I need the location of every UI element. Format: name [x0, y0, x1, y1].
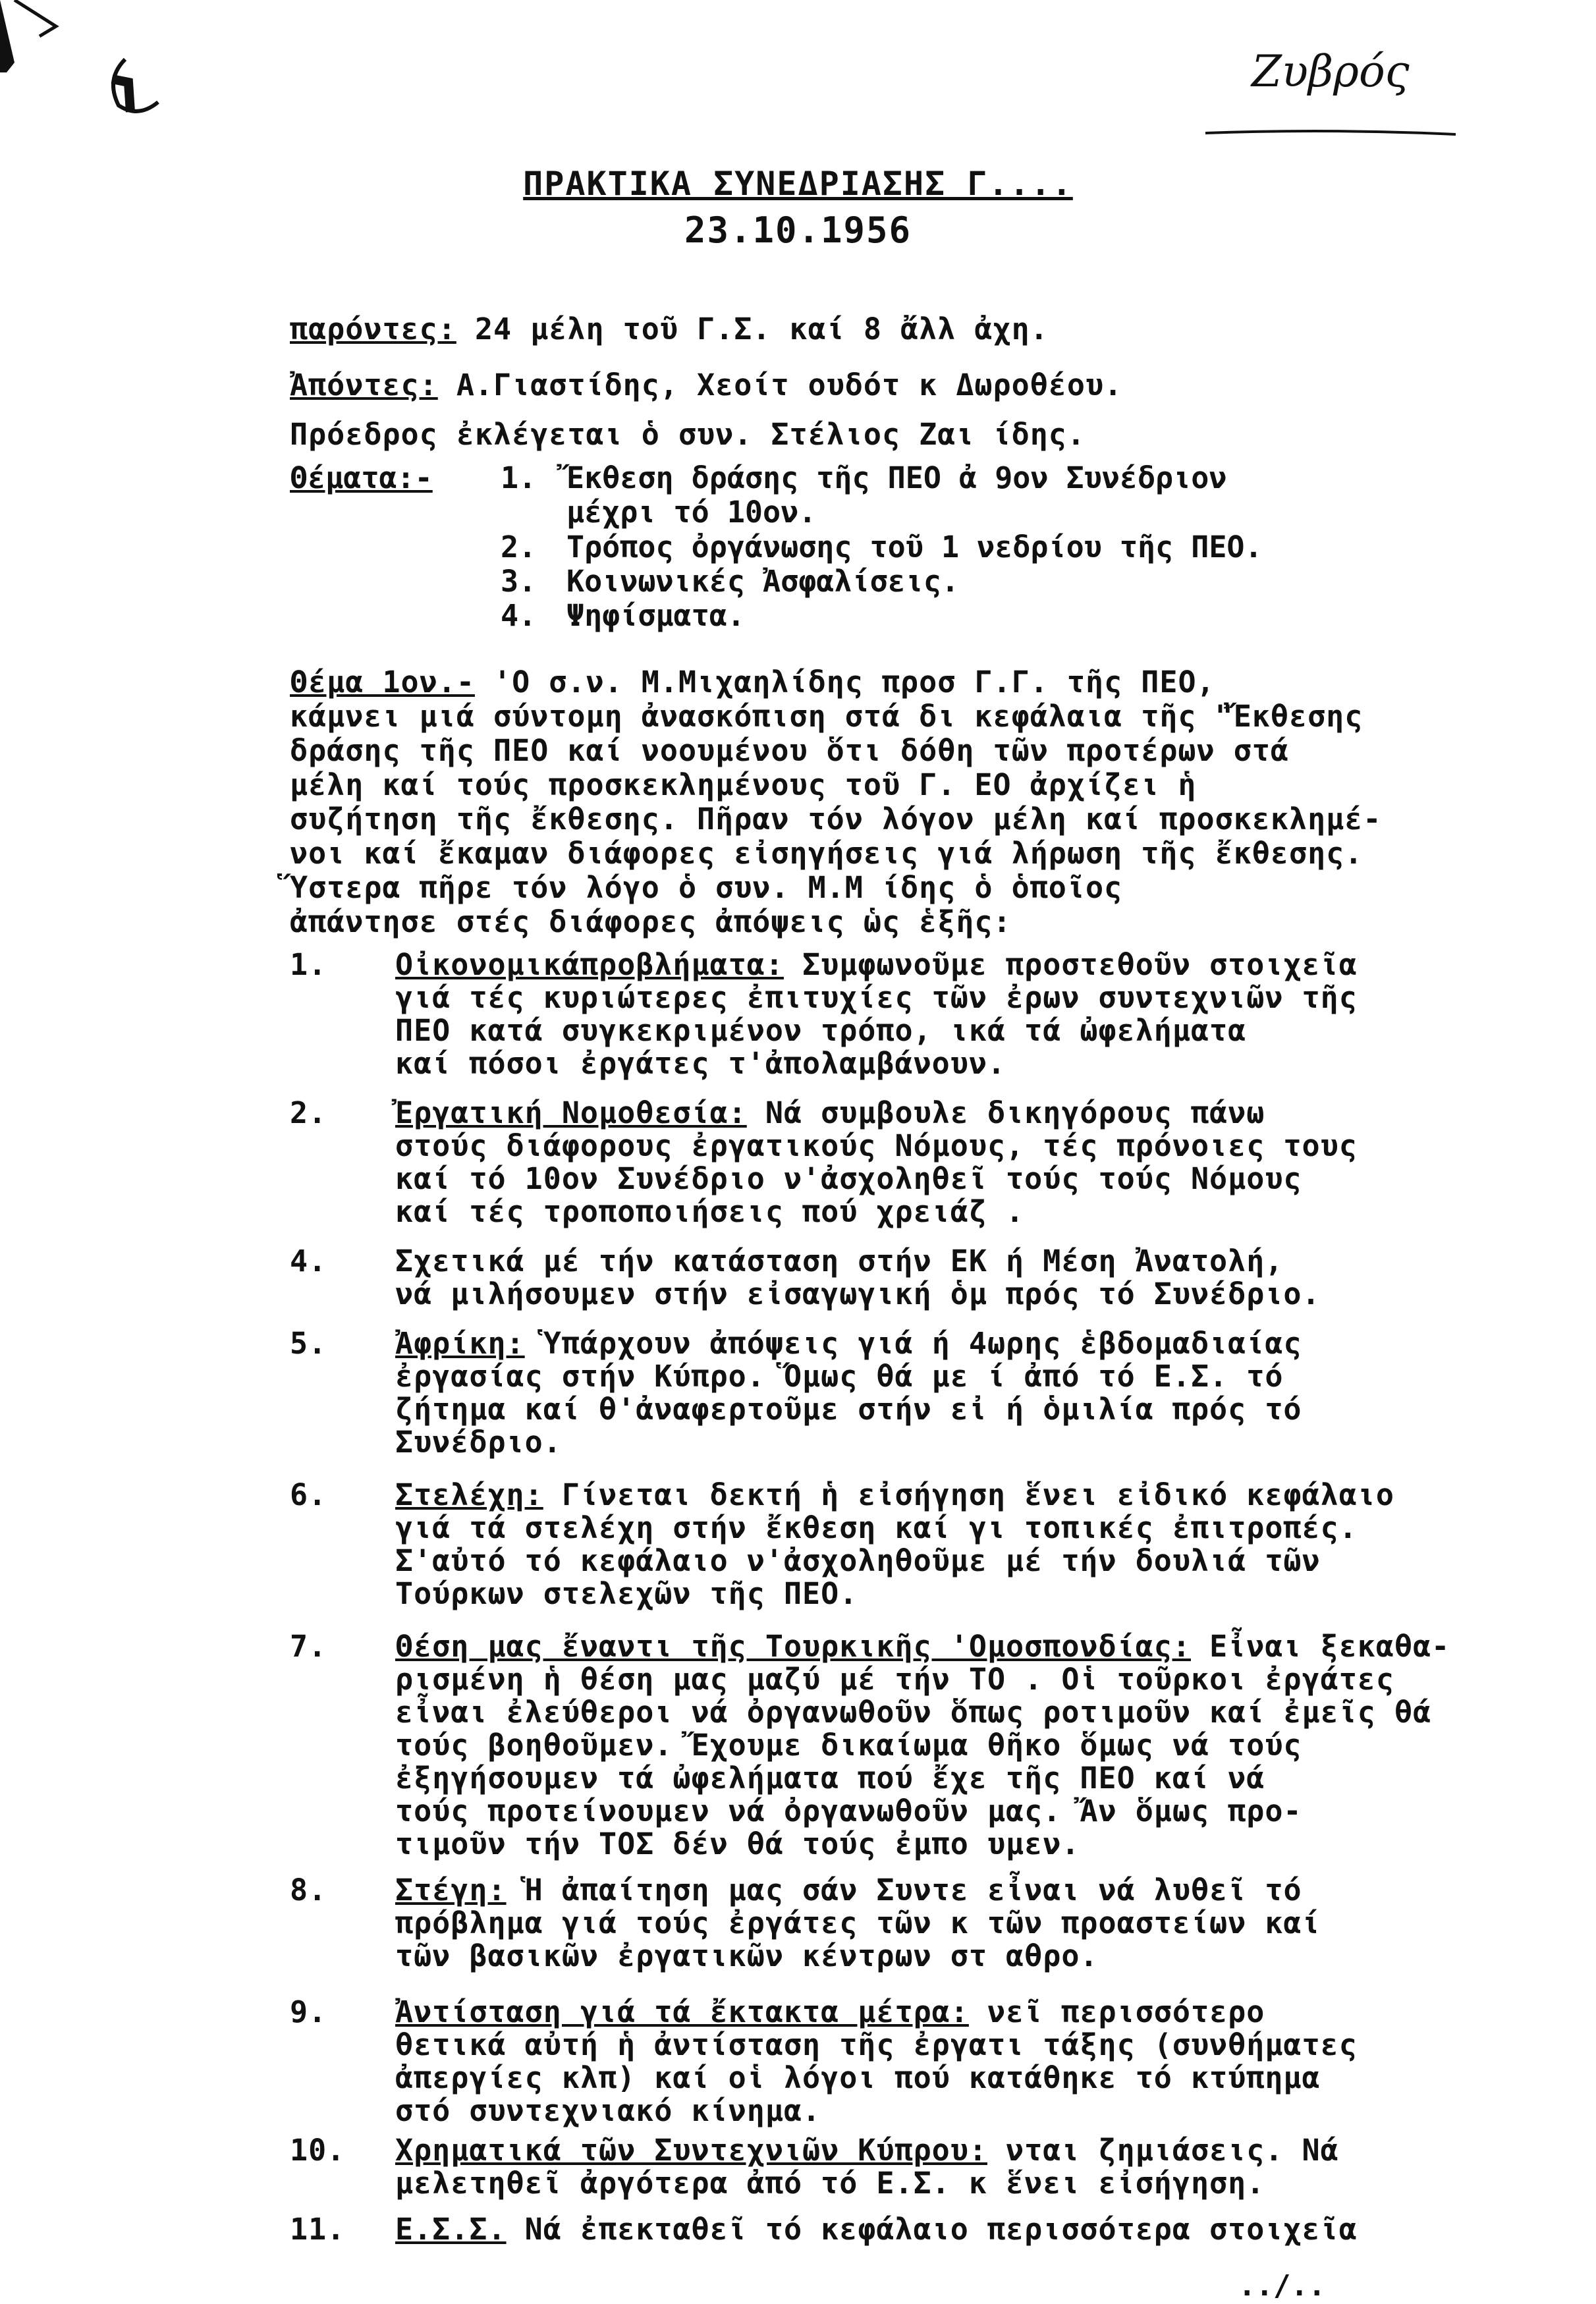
item-body: Ἀντίσταση γιά τά ἔκτακτα μέτρα: νεῖ περισσότερο θετικά αὐτή ἡ ἀντίσταση τῆς ἐργατι τάξης (συνθήματες ἀπεργίες κλπ) καί οἱ λόγοι πού κατάθηκε τό κτύπημα στό συντεχνιακό κίνημα. [395, 1994, 1358, 2128]
item-body: Θέση μας ἔναντι τῆς Τουρκικῆς 'Ομοσπονδίας: Εἶναι ξεκαθα- ρισμένη ἡ θέση μας μαζύ μέ τήν ΤΟ . Οἱ τοῦρκοι ἐργάτες εἶναι ἐλεύθεροι νά ὀργανωθοῦν ὅπως ροτιμοῦν καί ἐμεῖς θά τούς βοηθοῦμεν. Ἔχουμε δικαίωμα θῆκο ὅμως νά τούς ἐξηγήσουμεν τά ὠφελήματα πού ἔχε τῆς ΠΕΟ καί νά τούς προτείνουμεν νά ὀργανωθοῦν μας. Ἄν ὅμως προ- τιμοῦν τήν ΤΟΣ δέν θά τούς ἐμπο υμεν. [395, 1629, 1450, 1861]
item-number: 10. [290, 2133, 346, 2168]
item-body: Σχετικά μέ τήν κατάσταση στήν ΕΚ ή Μέση Ἀνατολή, νά μιλήσουμεν στήν εἰσαγωγική ὁμ πρός τό Συνέδριο. [395, 1244, 1321, 1311]
present-label: παρόντες: [290, 312, 456, 346]
item-number: 8. [290, 1873, 327, 1907]
agenda [290, 461, 1568, 633]
agenda-text: Ψηφίσματα. [566, 598, 745, 633]
item-title: Στελέχη: [395, 1477, 543, 1512]
agenda-item [290, 599, 1568, 633]
item-number: 6. [290, 1477, 327, 1512]
absent-label: Ἀπόντες: [290, 368, 438, 402]
agenda-item [290, 564, 1568, 599]
item-title: Χρηματικά τῶν Συντεχνιῶν Κύπρου: [395, 2133, 987, 2168]
agenda-item [290, 530, 1568, 564]
item-title: Ἀφρίκη: [395, 1326, 525, 1361]
item-title: Στέγη: [395, 1873, 507, 1907]
present-text: 24 μέλη τοῦ Γ.Σ. καί 8 ἄλλ ἀχη. [474, 312, 1049, 346]
absent-text: Α.Γιαστίδης, Χεοίτ ουδότ κ Δωροθέου. [456, 368, 1123, 402]
item-body: Ε.Σ.Σ. Νά ἐπεκταθεῖ τό κεφάλαιο περισσότερα στοιχεῖα [395, 2212, 1358, 2247]
document-title: ΠΡΑΚΤΙΚΑ ΣΥΝΕΔΡΙΑΣΗΣ Γ.... [523, 165, 1073, 203]
agenda-number: 2. [501, 530, 537, 564]
item-body: Οἰκονομικάπροβλήματα: Συμφωνοῦμε προστεθοῦν στοιχεῖα γιά τές κυριώτερες ἐπιτυχίες τῶν ἐρων συντεχνιῶν τῆς ΠΕΟ κατά συγκεκριμένον τρόπο, ικά τά ὠφελήματα καί πόσοι ἐργάτες τ'ἀπολαμβάνουν. [395, 947, 1358, 1081]
item-number: 2. [290, 1095, 327, 1130]
agenda-number: 4. [501, 598, 537, 633]
item-body: Στελέχη: Γίνεται δεκτή ἡ εἰσήγηση ἕνει εἰδικό κεφάλαιο γιά τά στελέχη στήν ἔκθεση καί γι τοπικές ἐπιτροπές. Σ'αὐτό τό κεφάλαιο ν'ἀσχοληθοῦμε μέ τήν δουλιά τῶν Τούρκων στελεχῶν τῆς ΠΕΟ. [395, 1477, 1394, 1611]
item-title: Ἀντίσταση γιά τά ἔκτακτα μέτρα: [395, 1994, 969, 2029]
absent-line [290, 366, 1568, 405]
paragraph-line: ἀπάντησε στές διάφορες ἀπόψεις ὡς ἑξῆς: [290, 904, 1012, 939]
item-number: 9. [290, 1994, 327, 2029]
item-title: Ἐργατική Νομοθεσία: [395, 1095, 747, 1130]
item-number: 11. [290, 2212, 346, 2247]
continuation-mark: ../.. [1238, 2269, 1326, 2303]
item-number: 7. [290, 1629, 327, 1664]
paragraph-line: μέλη καί τούς προσκεκλημένους τοῦ Γ. ΕΟ ἀρχίζει ἡ [290, 767, 1197, 802]
agenda-item [290, 461, 1568, 530]
paragraph-line: Θέμα 1ον.- 'Ο σ.ν. Μ.Μιχαηλίδης προσ Γ.Γ. τῆς ΠΕΟ, [290, 665, 1215, 699]
chair-line: Πρόεδρος ἐκλέγεται ὁ συν. Στέλιος Ζαι ίδης. [290, 417, 1086, 452]
item-number: 5. [290, 1326, 327, 1361]
item-number: 1. [290, 947, 327, 982]
item-body: Χρηματικά τῶν Συντεχνιῶν Κύπρου: νται ζημιάσεις. Νά μελετηθεῖ ἀργότερα ἀπό τό Ε.Σ. κ ἕνει εἰσήγηση. [395, 2133, 1339, 2201]
item-body: Ἀφρίκη: Ὑπάρχουν ἀπόψεις γιά ή 4ωρης ἑβδομαδιαίας ἐργασίας στήν Κύπρο. Ὅμως θά με ί ἀπό τό Ε.Σ. τό ζήτημα καί θ'ἀναφερτοῦμε στήν εἰ ή ὁμιλία πρός τό Συνέδριο. [395, 1326, 1302, 1460]
item-body: Ἐργατική Νομοθεσία: Νά συμβουλε δικηγόρους πάνω στούς διάφορους ἐργατικούς Νόμους, τές πρόνοιες τους καί τό 10ον Συνέδριο ν'ἀσχοληθεῖ τούς τούς Νόμους καί τές τροποποιήσεις πού χρειάζ . [395, 1095, 1358, 1229]
topic1-paragraph [290, 665, 1568, 939]
paragraph-line: νοι καί ἔκαμαν διάφορες εἰσηγήσεις γιά λήρωση τῆς ἔκθεσης. [290, 836, 1363, 871]
paragraph-line: συζήτηση τῆς ἔκθεσης. Πῆραν τόν λόγον μέλη καί προσκεκλημέ- [290, 802, 1382, 837]
handwritten-note: Ζυβρός [1252, 46, 1410, 97]
item-title: Οἰκονομικάπροβλήματα: [395, 947, 784, 982]
topic1-label: Θέμα 1ον.- [290, 665, 475, 699]
item-title: Θέση μας ἔναντι τῆς Τουρκικῆς 'Ομοσπονδίας: [395, 1629, 1191, 1664]
agenda-label: Θέματα:- [290, 460, 433, 495]
present-line [290, 310, 1568, 349]
handwritten-mark [99, 40, 178, 125]
agenda-text: Κοινωνικές Ἀσφαλίσεις. [566, 564, 960, 599]
agenda-text: Ἔκθεση δράσης τῆς ΠΕΟ ἀ 9ον Συνέδριον μέχρι τό 10ον. [566, 460, 1227, 530]
agenda-number: 1. [501, 460, 537, 495]
paragraph-line: κάμνει μιά σύντομη ἀνασκόπιση στά δι κεφάλαια τῆς "Ἔκθεσης [290, 699, 1363, 734]
handwritten-underline [1205, 128, 1456, 138]
corner-fold-mark [0, 0, 72, 72]
item-title: Ε.Σ.Σ. [395, 2212, 507, 2247]
paragraph-line: δράσης τῆς ΠΕΟ καί νοουμένου ὅτι δόθη τῶν προτέρων στά [290, 733, 1289, 768]
agenda-number: 3. [501, 564, 537, 599]
document-header [0, 165, 1596, 251]
item-number: 4. [290, 1244, 327, 1278]
document-date: 23.10.1956 [684, 209, 912, 251]
agenda-text: Τρόπος ὀργάνωσης τοῦ 1 νεδρίου τῆς ΠΕΟ. [566, 530, 1263, 564]
item-body: Στέγη: Ἡ ἀπαίτηση μας σάν Συντε εἶναι νά λυθεῖ τό πρόβλημα γιά τούς ἐργάτες τῶν κ τῶν προαστείων καί τῶν βασικῶν ἐργατικῶν κέντρων στ αθρο. [395, 1873, 1321, 1973]
paragraph-line: Ὕστερα πῆρε τόν λόγο ὁ συν. Μ.Μ ίδης ὁ ὁποῖος [290, 870, 1123, 905]
